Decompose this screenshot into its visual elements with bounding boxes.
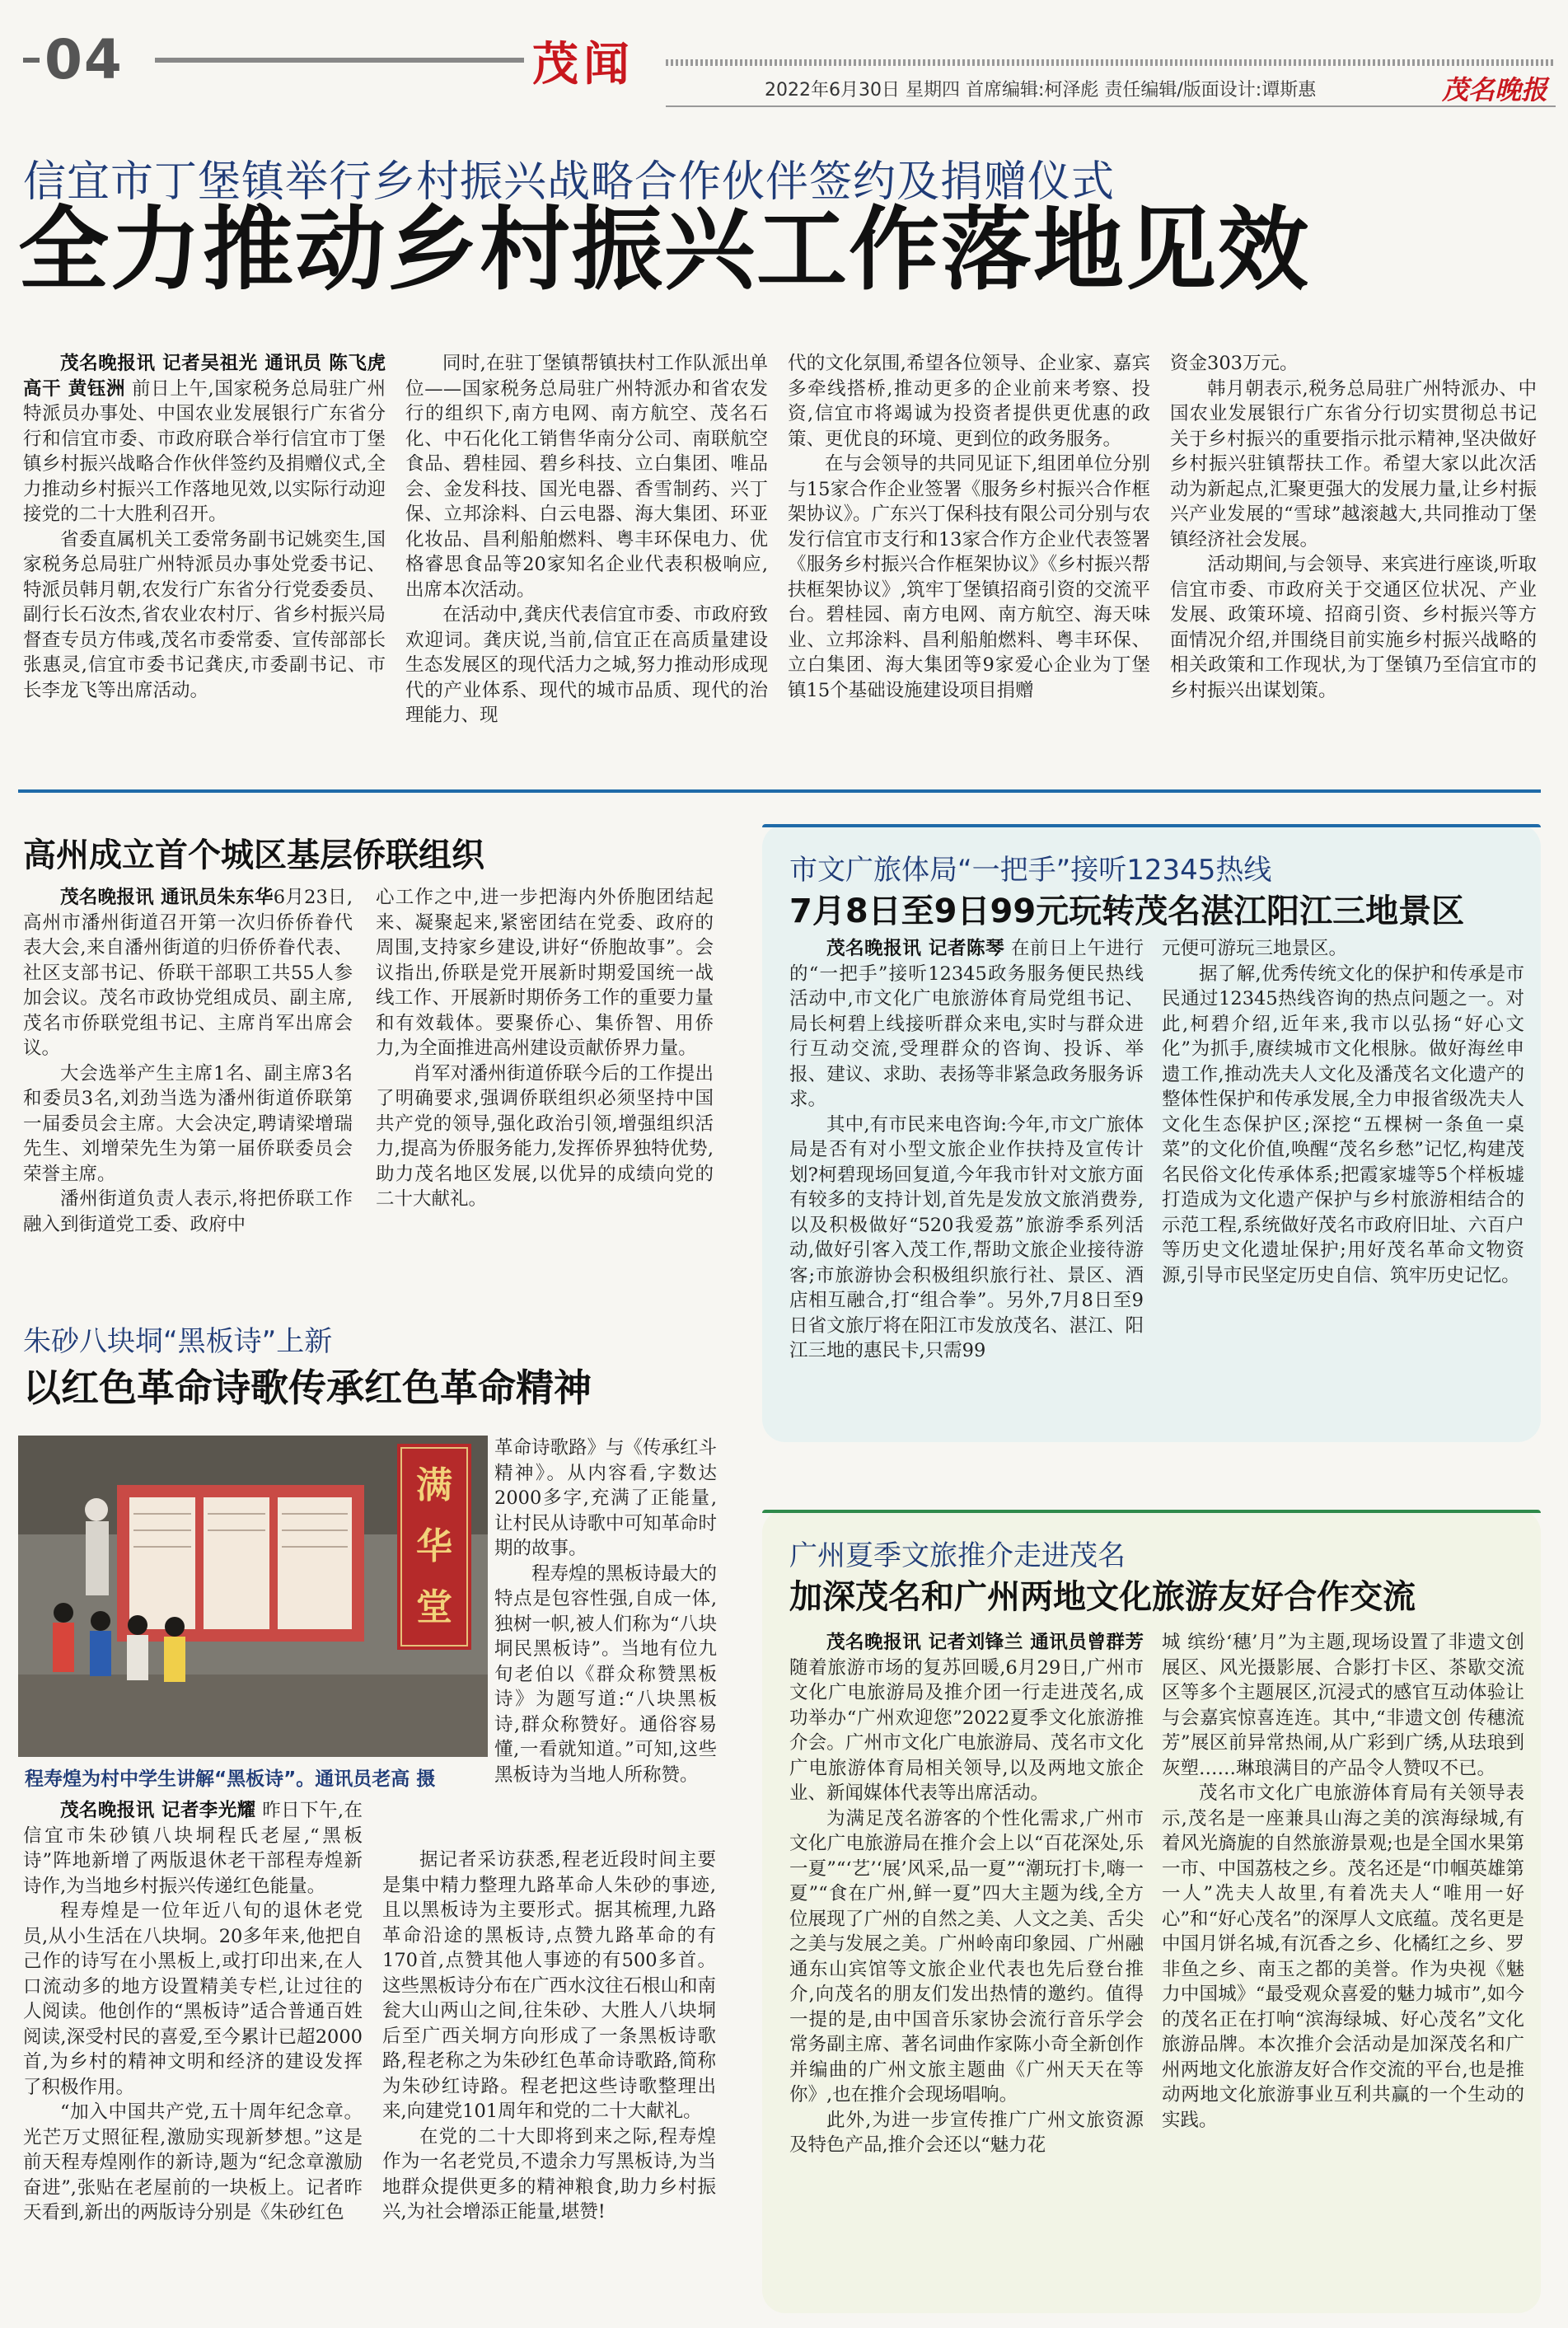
issue-meta: 2022年6月30日 星期四 首席编辑:柯泽彪 责任编辑/版面设计:谭斯惠	[765, 80, 1317, 101]
box2-paragraph: 城 缤纷‘穗’月”为主题,现场设置了非遗文创展区、风光摄影展、合影打卡区、茶歇交流区等多个主题展区,沉浸式的感官互动体验让与会嘉宾惊喜连连。其中,“非遗文创 传穗流芳”展区前异常热闹,从广彩到广绣,从珐琅到灰塑……琳琅满目的产品令人赞叹不已。	[1162, 1632, 1524, 1779]
section-tag: 茂闻	[532, 38, 634, 91]
paper-logo: 茂名晚报	[1441, 74, 1547, 105]
header-rule	[155, 58, 524, 63]
box2-paragraph: 随着旅游市场的复苏回暖,6月29日,广州市文化广电旅游局及推介团一行走进茂名,成功举办“广州欢迎您”2022夏季文化旅游推介会。广州市文化广电旅游局、茂名市文化广电旅游体育局相关领导,以及两地文旅企业、新闻媒体代表等出席活动。	[789, 1656, 1144, 1804]
story3-column-1	[23, 1798, 363, 2226]
lead-paragraph: 省委直属机关工委常务副书记姚奕生,国家税务总局驻广州特派员办事处党委书记、特派员韩月朝,农发行广东省分行党委委员、副行长石汝杰,省农业农村厅、省乡村振兴局督查专员方伟彧,茂名市委常委、宣传部部长张惠灵,信宜市委书记龚庆,市委副书记、市长李龙飞等出席活动。	[23, 528, 386, 701]
lead-column-2	[405, 351, 768, 728]
header-dotted-rule	[666, 59, 1556, 66]
story2-paragraph: 潘州街道负责人表示,将把侨联工作融入到街道党工委、政府中	[23, 1188, 353, 1235]
box1-column-1	[789, 936, 1144, 1364]
lead-column-3	[788, 351, 1150, 703]
lead-byline: 茂名晚报讯 记者吴祖光 通讯员 陈飞虎 高干 黄钰洲	[23, 353, 386, 400]
story3-paragraph: 昨日下午,在信宜市朱砂镇八块垌程氏老屋,“黑板诗”阵地新增了两版退休老干部程寿煌新诗作,为当地乡村振兴传递红色能量。	[23, 1800, 363, 1897]
box1-paragraph: 据了解,优秀传统文化的保护和传承是市民通过12345热线咨询的热点问题之一。对此,柯碧介绍,近年来,我市以弘扬“好心文化”为抓手,赓续城市文化根脉。做好海丝申遗工作,推动冼夫人文化及潘茂名文化遗产的整体性保护和传承发展,全力申报省级冼夫人文化生态保护区;深挖“五棵树一条鱼一桌菜”的文化价值,唤醒“茂名乡愁”记忆,构建茂名民俗文化传承体系;把霞家墟等5个样板墟打造成为文化遗产保护与乡村旅游相结合的示范工程,系统做好茂名市政府旧址、六百户等历史文化遗址保护;用好茂名革命文物资源,引导市民坚定历史自信、筑牢历史记忆。	[1162, 963, 1524, 1286]
header-dash	[23, 58, 40, 63]
box2-title: 加深茂名和广州两地文化旅游友好合作交流	[789, 1578, 1416, 1616]
story2-paragraph: 肖军对潘州街道侨联今后的工作提出了明确要求,强调侨联组织必须坚持中国共产党的领导,强化政治引领,增强组织活力,提高为侨服务能力,发挥侨界独特优势,助力茂名地区发展,以优异的成绩向党的二十大献礼。	[376, 1062, 714, 1210]
box2-paragraph: 此外,为进一步宣传推广广州文旅资源及特色产品,推介会还以“魅力花	[789, 2109, 1144, 2156]
lead-paragraph: 在与会领导的共同见证下,组团单位分别与15家合作企业签署《服务乡村振兴合作框架协议》。广东兴丁保科技有限公司分别与农发行信宜市支行和13家合作方企业代表签署《服务乡村振兴合作框架协议》《乡村振兴帮扶框架协议》,筑牢丁堡镇招商引资的交流平台。碧桂园、南方电网、南方航空、海天味业、立邦涂料、昌利船舶燃料、粤丰环保、立白集团、海大集团等9家爱心企业为丁堡镇15个基础设施建设项目捐赠	[788, 453, 1150, 701]
header-bottom-rule	[666, 105, 1556, 107]
lead-column-1	[23, 351, 386, 703]
box1-byline: 茂名晚报讯 记者陈琴	[826, 938, 1005, 959]
story3-paragraph: 在党的二十大即将到来之际,程寿煌作为一名老党员,不遗余力写黑板诗,为当地群众提供更多的精神粮食,助力乡村振兴,为社会增添正能量,堪赞!	[382, 2125, 716, 2223]
box1-column-2	[1162, 936, 1524, 1288]
story3-title: 以红色革命诗歌传承红色革命精神	[23, 1365, 592, 1410]
story3-paragraph: “加入中国共产党,五十周年纪念章。光芒万丈照征程,激励实现新梦想。”这是前天程寿煌刚作的新诗,题为“纪念章激励奋进”,张贴在老屋前的一块板上。记者昨天看到,新出的两版诗分别是《朱砂红色	[23, 2101, 363, 2223]
story2-column-1	[23, 885, 353, 1237]
story3-column-2b	[382, 1848, 716, 2225]
lead-paragraph: 代的文化氛围,希望各位领导、企业家、嘉宾多牵线搭桥,推动更多的企业前来考察、投资,信宜市将竭诚为投资者提供更优惠的政策、更优良的环境、更到位的政务服务。	[788, 353, 1150, 450]
story2-paragraph: 大会选举产生主席1名、副主席3名和委员3名,刘劲当选为潘州街道侨联第一届委员会主席。大会决定,聘请梁增瑞先生、刘增荣先生为第一届侨联委员会荣誉主席。	[23, 1062, 353, 1185]
box1-paragraph: 其中,有市民来电咨询:今年,市文广旅体局是否有对小型文旅企业作扶持及宣传计划?柯碧现场回复道,今年我市针对文旅方面有较多的支持计划,首先是发放文旅消费券,以及积极做好“520我爱荔”旅游季系列活动,做好引客入茂工作,帮助文旅企业接待游客;市旅游协会积极组织旅行社、景区、酒店相互融合,打“组合拳”。另外,7月8日至9日省文旅厅将在阳江市发放茂名、湛江、阳江三地的惠民卡,只需99	[789, 1113, 1144, 1361]
story2-paragraph: 心工作之中,进一步把海内外侨胞团结起来、凝聚起来,紧密团结在党委、政府的周围,支持家乡建设,讲好“侨胞故事”。会议指出,侨联是党开展新时期爱国统一战线工作、开展新时期侨务工作的重要力量和有效载体。要聚侨心、集侨智、用侨力,为全面推进高州建设贡献侨界力量。	[376, 887, 714, 1059]
story2-paragraph: 6月23日,高州市潘州街道召开第一次归侨侨眷代表大会,来自潘州街道的归侨侨眷代表、社区支部书记、侨联干部职工共55人参加会议。茂名市政协党组成员、副主席,茂名市侨联党组书记、主席肖军出席会议。	[23, 887, 353, 1059]
lead-paragraph: 资金303万元。	[1170, 353, 1299, 374]
box2-kicker: 广州夏季文旅推介走进茂名	[789, 1539, 1126, 1572]
story3-paragraph: 据记者采访获悉,程老近段时间主要是集中精力整理九路革命人朱砂的事迹,且以黑板诗为主要形式。据其梳理,九路革命沿途的黑板诗,点赞九路革命的有170首,点赞其他人事迹的有500多首。这些黑板诗分布在广西水汶往石根山和南瓮大山两山之间,往朱砂、大胜人八块垌后至广西关垌方向形成了一条黑板诗歌路,程老称之为朱砂红色革命诗歌路,简称为朱砂红诗路。程老把这些诗歌整理出来,向建党101周年和党的二十大献礼。	[382, 1849, 717, 2122]
story3-paragraph: 程寿煌的黑板诗最大的特点是包容性强,自成一体,独树一帜,被人们称为“八块垌民黑板诗”。当地有位九旬老伯以《群众称赞黑板诗》为题写道:“八块黑板诗,群众称赞好。通俗容易懂,一看就知道。”可知,这些黑板诗为当地人所称赞。	[494, 1562, 718, 1786]
box2-paragraph: 为满足茂名游客的个性化需求,广州市文化广电旅游局在推介会上以“百花深处,乐一夏”“‘艺’‘展’风采,品一夏”“潮玩打卡,嗨一夏”“食在广州,鲜一夏”四大主题为线,全方位展现了广州的自然之美、人文之美、舌尖之美与发展之美。广州岭南印象园、广州融通东山宾馆等文旅企业代表也先后登台推介,向茂名的朋友们发出热情的邀约。值得一提的是,由中国音乐家协会流行音乐学会常务副主席、著名词曲作家陈小奇全新创作并编曲的广州文旅主题曲《广州天天在等你》,也在推介会现场唱响。	[789, 1807, 1144, 2106]
story3-paragraph: 程寿煌是一位年近八旬的退休老党员,从小生活在八块垌。20多年来,他把自己作的诗写在小黑板上,或打印出来,在人口流动多的地方设置精美专栏,让过往的人阅读。他创作的“黑板诗”适合普通百姓阅读,深受村民的喜爱,至今累计已超2000首,为乡村的精神文明和经济的建设发挥了积极作用。	[23, 1900, 363, 2098]
story3-photo	[18, 1436, 488, 1757]
lead-column-4	[1170, 351, 1537, 703]
section-divider	[18, 789, 1541, 793]
box1-title: 7月8日至9日99元玩转茂名湛江阳江三地景区	[789, 892, 1465, 930]
box1-paragraph: 在前日上午进行的“一把手”接听12345政务服务便民热线活动中,市文化广电旅游体育局党组书记、局长柯碧上线接听群众来电,实时与群众进行互动交流,受理群众的咨询、投诉、举报、建议、求助、表扬等非紧急政务服务诉求。	[789, 938, 1144, 1110]
box1-kicker: 市文广旅体局“一把手”接听12345热线	[789, 854, 1272, 887]
lead-paragraph: 活动期间,与会领导、来宾进行座谈,听取信宜市委、市政府关于交通区位状况、产业发展、政策环境、招商引资、乡村振兴等方面情况介绍,并围绕目前实施乡村振兴战略的相关政策和工作现状,为丁堡镇乃至信宜市的乡村振兴出谋划策。	[1170, 554, 1537, 701]
page-number: 04	[44, 28, 124, 91]
story2-title: 高州成立首个城区基层侨联组织	[23, 836, 484, 874]
story3-paragraph: 革命诗歌路》与《传承红斗精神》。从内容看,字数达2000多字,充满了正能量,让村民从诗歌中可知革命时期的故事。	[494, 1437, 718, 1559]
story3-column-2a	[494, 1436, 717, 1787]
box2-byline: 茂名晚报讯 记者刘锋兰 通讯员曾群芳	[826, 1632, 1144, 1653]
box2-column-1	[789, 1630, 1144, 2158]
box2-paragraph: 茂名市文化广电旅游体育局有关领导表示,茂名是一座兼具山海之美的滨海绿城,有着风光旖旎的自然旅游景观;也是全国水果第一市、中国荔枝之乡。茂名还是“巾帼英雄第一人”冼夫人故里,有着冼夫人“唯用一好心”和“好心茂名”的深厚人文底蕴。茂名更是中国月饼名城,有沉香之乡、化橘红之乡、罗非鱼之乡、南玉之都的美誉。作为央视《魅力中国城》“最受观众喜爱的魅力城市”,如今的茂名正在打响“滨海绿城、好心茂名”文化旅游品牌。本次推介会活动是加深茂名和广州两地文化旅游友好合作交流的平台,也是推动两地文化旅游事业互利共赢的一个生动的实践。	[1162, 1782, 1524, 2131]
story2-column-2	[376, 885, 714, 1212]
lead-subtitle: 信宜市丁堡镇举行乡村振兴战略合作伙伴签约及捐赠仪式	[23, 157, 1116, 207]
box1-paragraph: 元便可游玩三地景区。	[1162, 938, 1348, 959]
story3-byline: 茂名晚报讯 记者李光耀	[60, 1800, 256, 1821]
tourism-box-rule	[762, 1510, 1541, 1513]
box2-column-2	[1162, 1630, 1524, 2133]
lead-title: 全力推动乡村振兴工作落地见效	[18, 197, 1310, 302]
story2-byline: 茂名晚报讯 通讯员朱东华	[60, 887, 274, 908]
hotline-box-rule	[762, 824, 1541, 827]
page-header	[23, 23, 1547, 105]
photo-caption: 程寿煌为村中学生讲解“黑板诗”。通讯员老高 摄	[25, 1768, 436, 1790]
story3-kicker: 朱砂八块垌“黑板诗”上新	[23, 1325, 333, 1358]
lead-paragraph: 同时,在驻丁堡镇帮镇扶村工作队派出单位——国家税务总局驻广州特派办和省农发行的组织下,南方电网、南方航空、茂名石化、中石化化工销售华南分公司、南联航空食品、碧桂园、碧乡科技、立白集团、唯品会、金发科技、国光电器、香雪制药、兴丁保、立邦涂料、白云电器、海大集团、环亚化妆品、昌利船舶燃料、粤丰环保电力、优格睿思食品等20家知名企业代表积极响应,出席本次活动。	[405, 353, 768, 601]
lead-paragraph: 韩月朝表示,税务总局驻广州特派办、中国农业发展银行广东省分行切实贯彻总书记关于乡村振兴的重要指示批示精神,坚决做好乡村振兴驻镇帮扶工作。希望大家以此次活动为新起点,汇聚更强大的发展力量,让乡村振兴产业发展的“雪球”越滚越大,共同推动丁堡镇经济社会发展。	[1170, 377, 1537, 550]
lead-paragraph: 在活动中,龚庆代表信宜市委、市政府致欢迎词。龚庆说,当前,信宜正在高质量建设生态发展区的现代活力之城,努力推动形成现代的产业体系、现代的城市品质、现代的治理能力、现	[405, 604, 768, 726]
photo-door-sign: 满华堂	[416, 1464, 452, 1628]
lead-paragraph: 前日上午,国家税务总局驻广州特派员办事处、中国农业发展银行广东省分行和信宜市委、市政府联合举行信宜市丁堡镇乡村振兴战略合作伙伴签约及捐赠仪式,全力推动乡村振兴工作落地见效,以实际行动迎接党的二十大胜利召开。	[23, 377, 386, 525]
